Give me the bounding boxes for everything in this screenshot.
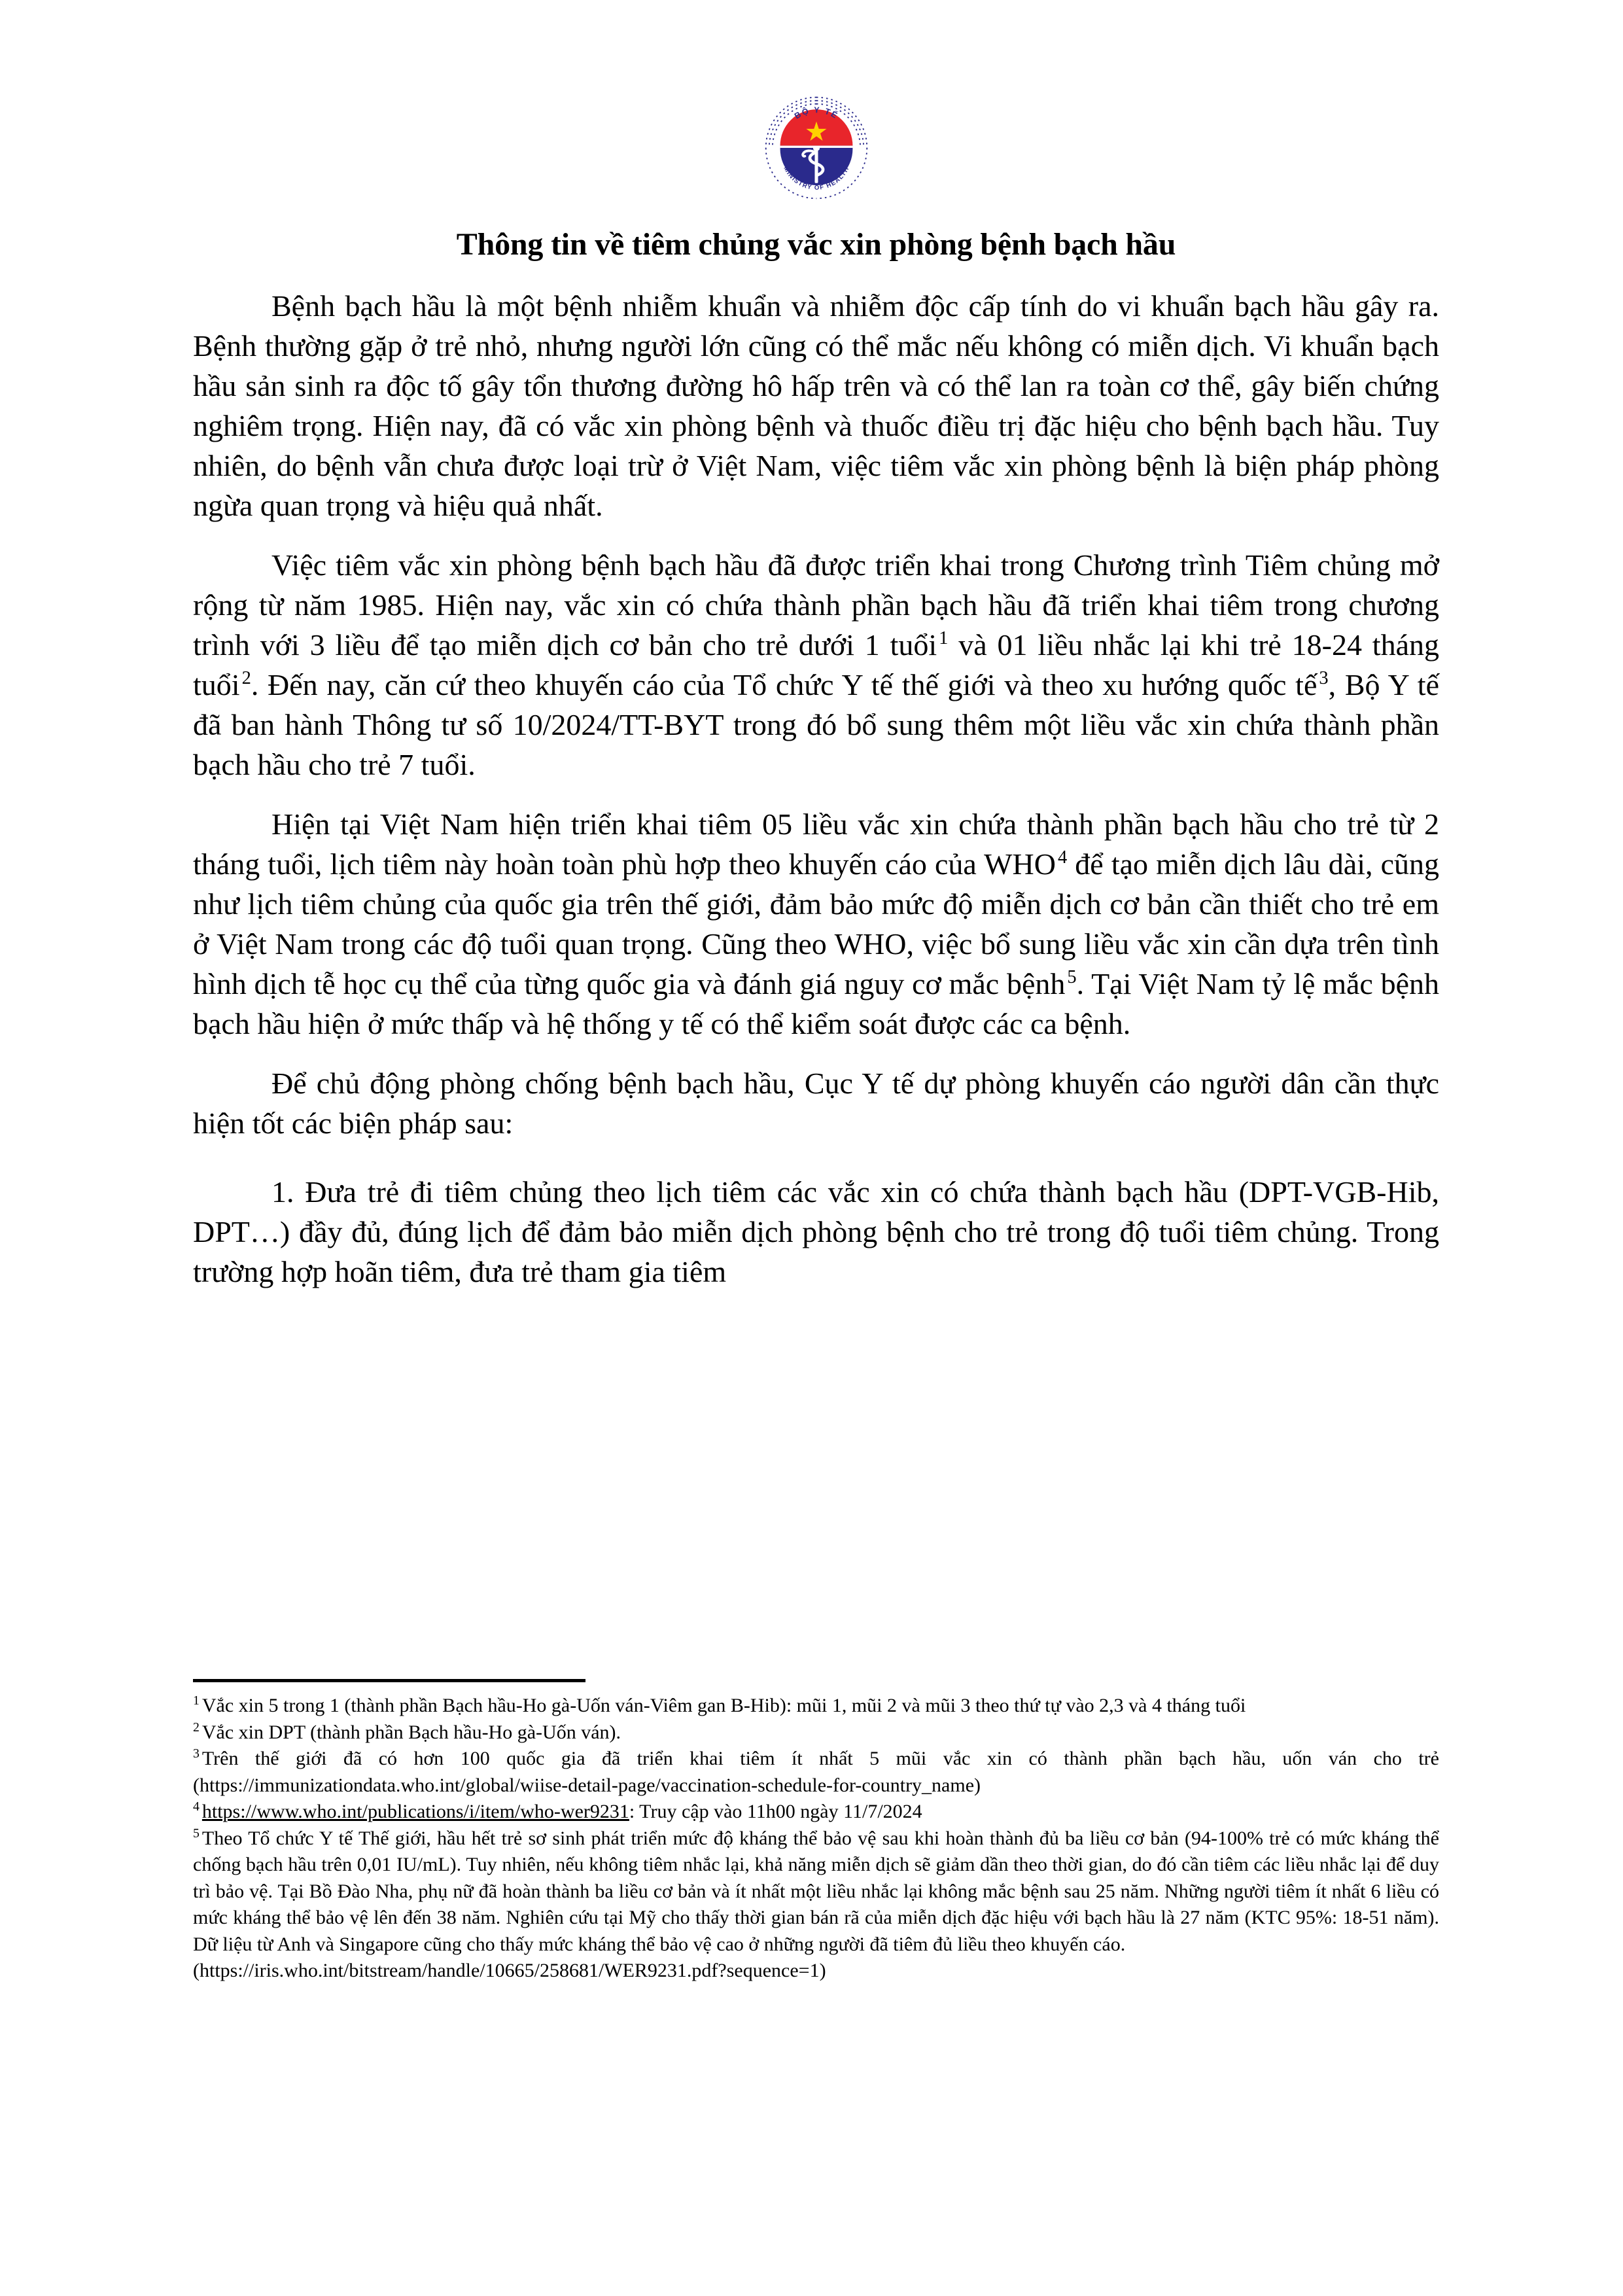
footnote-url-link[interactable]: https://www.who.int/publications/i/item/who-wer9231 [201,1801,629,1822]
document-body [193,0,1439,1292]
footnote-reference-3[interactable]: 3 [1319,668,1329,689]
footnotes-section [193,1679,1439,1985]
footnote-marker: 2 [193,1720,200,1735]
paragraph-p5: 1. Đưa trẻ đi tiêm chủng theo lịch tiêm các vắc xin có chứa thành bạch hầu (DPT-VGB-Hib, DPT…) đầy đủ, đúng lịch để đảm bảo miễn dịch phòng bệnh cho trẻ trong độ tuổi tiêm chủng. Trong trường hợp hoãn tiêm, đưa trẻ tham gia tiêm [193,1174,1439,1288]
paragraph-p3: Hiện tại Việt Nam hiện triển khai tiêm 05 liều vắc xin chứa thành phần bạch hầu cho trẻ từ 2 tháng tuổi, lịch tiêm này hoàn toàn phù hợp theo khuyến cáo của WHO $^4$ để tạo miễn dịch lâu dài, cũng như lịch tiêm chủng của quốc gia trên thế giới, đảm bảo mức độ miễn dịch cơ bản cần thiết cho trẻ em ở Việt Nam trong các độ tuổi quan trọng. Cũng theo WHO, việc bổ sung liều vắc xin cần dựa trên tình hình dịch tễ học cụ thể của từng quốc gia và đánh giá nguy cơ mắc bệnh $^5$. Tại Việt Nam tỷ lệ mắc bệnh bạch hầu hiện ở mức thấp và hệ thống y tế có thể kiểm soát được các ca bệnh. [193,807,1439,1040]
article-paragraphs [193,286,1439,1292]
footnote-reference-5[interactable]: 5 [1067,967,1077,988]
footnote-marker: 1 [193,1693,200,1708]
logo-container [193,0,1439,203]
paragraph-p4: Để chủ động phòng chống bệnh bạch hầu, Cục Y tế dự phòng khuyến cáo người dân cần thực hiện tốt các biện pháp sau: [193,1066,1439,1140]
footnote-item-continuation: (https://iris.who.int/bitstream/handle/10665/258681/WER9231.pdf?sequence=1) [193,1960,826,1981]
footnote-item-3: $^3$ Trên thế giới đã có hơn 100 quốc gia đã triển khai tiêm ít nhất 5 mũi vắc xin có thành phần bạch hầu, uốn ván cho trẻ (https://immunizationdata.who.int/global/wiise-detail-page/vaccination-schedule-for-country_name) [193,1746,1439,1796]
page-title: Thông tin về tiêm chủng vắc xin phòng bệnh bạch hầu [456,227,1176,262]
footnote-reference-2[interactable]: 2 [241,668,251,689]
footnote-list [193,1693,1439,1985]
svg-text:BỘ Y TẾ: BỘ Y TẾ [792,105,840,121]
footnote-marker: 3 [193,1746,200,1761]
footnote-reference-1[interactable]: 1 [939,628,949,649]
footnote-item-2: $^2$ Vắc xin DPT (thành phần Bạch hầu-Ho gà-Uốn ván). [193,1720,621,1743]
paragraph-p2: Việc tiêm vắc xin phòng bệnh bạch hầu đã được triển khai trong Chương trình Tiêm chủng mở rộng từ năm 1985. Hiện nay, vắc xin có chứa thành phần bạch hầu đã triển khai tiêm trong chương trình với 3 liều để tạo miễn dịch cơ bản cho trẻ dưới 1 tuổi $^1$ và 01 liều nhắc lại khi trẻ 18-24 tháng tuổi $^2$. Đến nay, căn cứ theo khuyến cáo của Tổ chức Y tế thế giới và theo xu hướng quốc tế $^3$, Bộ Y tế đã ban hành Thông tư số 10/2024/TT-BYT trong đó bổ sung thêm một liều vắc xin chứa thành phần bạch hầu cho trẻ 7 tuổi. [193,548,1440,781]
footnote-item-5: $^5$ Theo Tổ chức Y tế Thế giới, hầu hết trẻ sơ sinh phát triển mức độ kháng thể bảo vệ sau khi hoàn thành đủ ba liều cơ bản (94-100% trẻ có mức kháng thể chống bạch hầu trên 0,01 IU/mL). Tuy nhiên, nếu không tiêm nhắc lại, khả năng miễn dịch sẽ giảm dần theo thời gian, do đó cần tiêm các liều nhắc lại để duy trì bảo vệ. Tại Bồ Đào Nha, phụ nữ đã hoàn thành ba liều cơ bản và ít nhất một liều nhắc lại không mắc bệnh sau 25 năm. Những người tiêm ít nhất 6 liều có mức kháng thể bảo vệ lên đến 38 năm. Nghiên cứu tại Mỹ cho thấy thời gian bán rã của miễn dịch đặc hiệu với bạch hầu là 27 năm (KTC 95%: 18-51 năm). Dữ liệu từ Anh và Singapore cũng cho thấy mức kháng thể bảo vệ cao ở những người đã tiêm đủ liều theo khuyến cáo. [193,1826,1439,1955]
footnote-marker: 5 [193,1826,200,1841]
footnote-item-4: $^4$ https://www.who.int/publications/i/item/who-wer9231: Truy cập vào 11h00 ngày 11/7/2024 [193,1799,922,1822]
footnote-marker: 4 [193,1799,200,1814]
ministry-of-health-emblem-icon [761,93,871,203]
svg-text:MINISTRY OF HEALTH: MINISTRY OF HEALTH [781,165,851,192]
footnote-reference-4[interactable]: 4 [1057,847,1068,868]
paragraph-p1: Bệnh bạch hầu là một bệnh nhiễm khuẩn và nhiễm độc cấp tính do vi khuẩn bạch hầu gây ra. Bệnh thường gặp ở trẻ nhỏ, nhưng người lớn cũng có thể mắc nếu không có miễn dịch. Vi khuẩn bạch hầu sản sinh ra độc tố gây tổn thương đường hô hấp trên và có thể lan ra toàn cơ thể, gây biến chứng nghiêm trọng. Hiện nay, đã có vắc xin phòng bệnh và thuốc điều trị đặc hiệu cho bệnh bạch hầu. Tuy nhiên, do bệnh vẫn chưa được loại trừ ở Việt Nam, việc tiêm vắc xin phòng bệnh là biện pháp phòng ngừa quan trọng và hiệu quả nhất. [193,289,1439,522]
footnote-separator-rule [193,1679,585,1682]
footnote-item-1: $^1$ Vắc xin 5 trong 1 (thành phần Bạch hầu-Ho gà-Uốn ván-Viêm gan B-Hib): mũi 1, mũi 2 và mũi 3 theo thứ tự vào 2,3 và 4 tháng tuổi [193,1693,1246,1716]
